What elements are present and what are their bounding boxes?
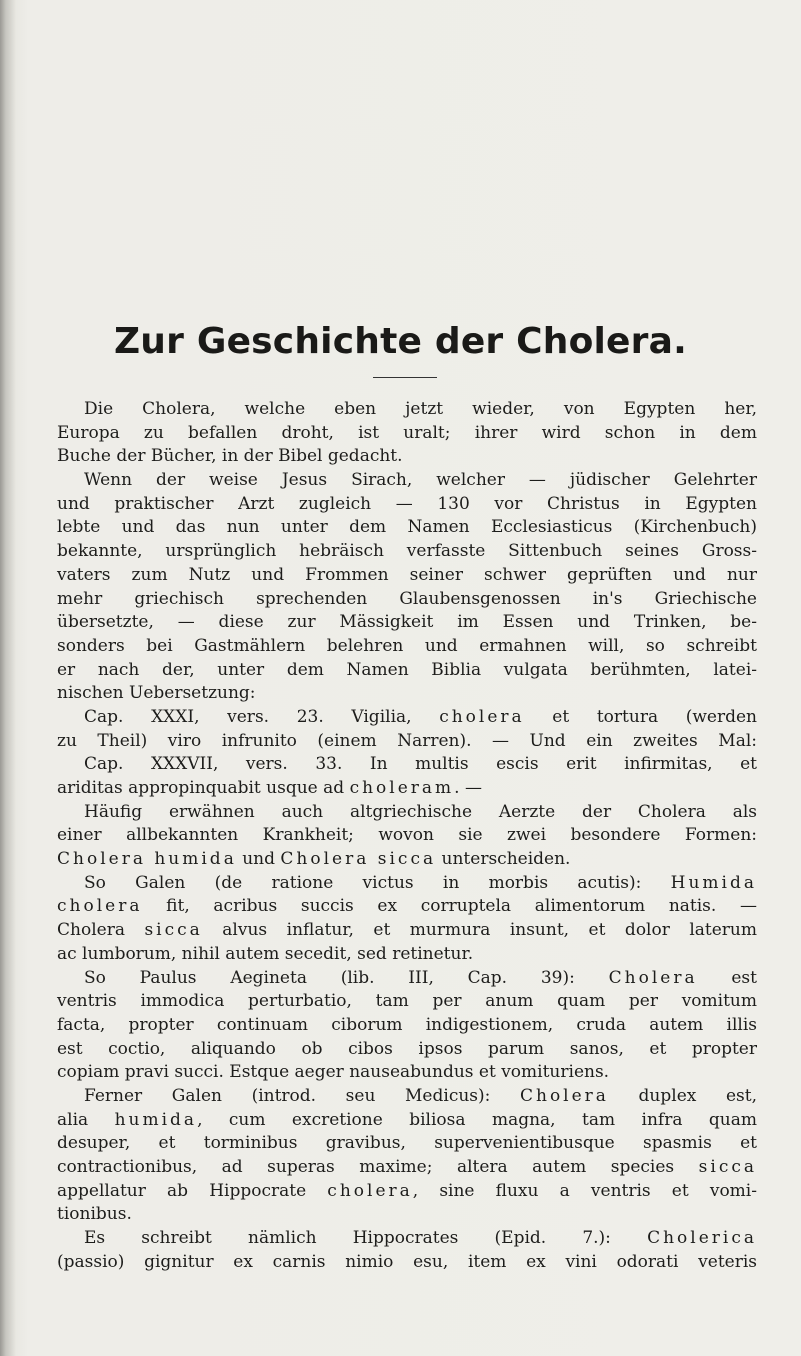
line-text: So Paulus Aegineta (lib. III, Cap. 39): [84,967,609,988]
text-line [57,1061,757,1085]
spaced-term: Cholerica [647,1228,757,1249]
text-line [57,493,757,517]
line-text: copiam pravi succi. Estque aeger nauseabundus et vomituriens. [57,1062,610,1083]
line-text: Europa zu befallen droht, ist uralt; ihrer wird schon in dem [57,422,757,443]
line-text: Die Cholera, welche eben jetzt wieder, von Egypten her, [84,399,757,419]
text-line [57,564,757,588]
line-text: Cap. XXXI, vers. 23. Vigilia, [84,706,440,727]
text-line [57,1085,757,1109]
line-text: , sine fluxu a ventris et vomi- [412,1180,757,1201]
line-text: fit, acribus succis ex corruptela alimentorum natis. — [142,896,757,917]
text-line [57,801,757,825]
line-text: Wenn der weise Jesus Sirach, welcher — jüdischer Gelehrter [84,470,757,491]
spaced-term: Cholera sicca [280,849,437,870]
text-line [57,824,757,848]
text-line [57,682,757,706]
text-line [57,990,757,1014]
text-line [57,540,757,564]
line-text: alia [57,1109,115,1130]
line-text: übersetzte, — diese zur Mässigkeit im Essen und Trinken, be- [57,612,757,633]
text-line [57,1203,757,1227]
spaced-term: cholera [327,1180,413,1201]
article-body [57,398,757,1274]
spaced-term: cholera [57,896,143,917]
line-text: einer allbekannten Krankheit; wovon sie zwei besondere Formen: [57,825,757,846]
line-text: tionibus. [57,1204,132,1225]
line-text: sonders bei Gastmählern belehren und ermahnen will, so schreibt [57,635,757,656]
line-text: bekannte, ursprünglich hebräisch verfasste Sittenbuch seines Gross- [57,541,757,562]
text-line [57,1251,757,1275]
spaced-term: Cholera humida [57,849,237,870]
text-line [57,706,757,730]
line-text: . — [454,778,482,798]
text-line [57,848,757,872]
text-line [57,398,757,422]
line-text: vaters zum Nutz und Frommen seiner schwer geprüften und nur [57,564,757,585]
text-line [57,1180,757,1204]
line-text: zu Theil) viro infrunito (einem Narren). — Und ein zweites Mal: [57,730,757,751]
spaced-term: cholera [439,706,525,727]
line-text: Ferner Galen (introd. seu Medicus): [84,1085,520,1106]
spaced-term: humida [114,1109,198,1130]
text-line [57,516,757,540]
text-line [57,659,757,683]
spaced-term: choleram [349,778,455,798]
spaced-term: sicca [698,1157,757,1177]
text-line [57,967,757,991]
text-line [57,777,757,801]
line-text: , cum excretione biliosa magna, tam infra quam [197,1109,757,1130]
line-text: duplex est, [608,1085,757,1106]
line-text: nischen Uebersetzung: [57,683,256,704]
line-text: er nach der, unter dem Namen Biblia vulgata berühmten, latei- [57,659,757,680]
spaced-term: Cholera [519,1085,609,1106]
text-line [57,1014,757,1038]
text-line [57,943,757,967]
line-text: alvus inflatur, et murmura insunt, et dolor laterum [202,920,758,941]
line-text: Cholera [57,920,145,941]
text-line [57,895,757,919]
line-text: ventris immodica perturbatio, tam per anum quam per vomitum [57,991,757,1012]
line-text: facta, propter continuam ciborum indigestionem, cruda autem illis [57,1014,757,1035]
text-line [57,730,757,754]
spaced-term: Cholera [608,967,698,988]
text-line [57,1227,757,1251]
line-text: und [236,849,281,870]
title-rule [373,377,437,378]
spaced-term: Humida [670,872,757,893]
line-text: und praktischer Arzt zugleich — 130 vor Christus in Egypten [57,493,757,514]
line-text: So Galen (de ratione victus in morbis acutis): [84,872,671,893]
line-text: (passio) gignitur ex carnis nimio esu, item ex vini odorati veteris [57,1251,757,1272]
line-text: est [697,967,757,988]
text-line [57,445,757,469]
line-text: appellatur ab Hippocrate [57,1180,328,1201]
line-text: Es schreibt nämlich Hippocrates (Epid. 7.): [84,1228,648,1249]
spaced-term: sicca [144,920,203,941]
line-text: ariditas appropinquabit usque ad [57,778,350,798]
line-text: mehr griechisch sprechenden Glaubensgenossen in's Griechische [57,588,757,609]
page-title: Zur Geschichte der Cholera. [114,321,687,362]
line-text: unterscheiden. [436,849,571,870]
text-line [57,753,757,777]
text-line [57,469,757,493]
text-line [57,1156,757,1180]
line-text: Cap. XXXVII, vers. 33. In multis escis erit infirmitas, et [84,754,757,775]
line-text: Häufig erwähnen auch altgriechische Aerzte der Cholera als [84,801,757,822]
line-text: ac lumborum, nihil autem secedit, sed retinetur. [57,943,474,964]
text-line [57,422,757,446]
page-binding-edge [0,0,16,1356]
text-line [57,1132,757,1156]
text-line [57,635,757,659]
line-text: lebte und das nun unter dem Namen Ecclesiasticus (Kirchenbuch) [57,517,757,538]
line-text: Buche der Bücher, in der Bibel gedacht. [57,446,403,467]
line-text: contractionibus, ad superas maxime; altera autem species [57,1157,699,1177]
line-text: et tortura (werden [524,706,757,727]
text-line [57,919,757,943]
text-line [57,588,757,612]
text-line [57,872,757,896]
text-line [57,1038,757,1062]
line-text: est coctio, aliquando ob cibos ipsos parum sanos, et propter [57,1038,757,1059]
line-text: desuper, et torminibus gravibus, supervenientibusque spasmis et [57,1133,757,1154]
text-line [57,611,757,635]
text-line [57,1109,757,1133]
